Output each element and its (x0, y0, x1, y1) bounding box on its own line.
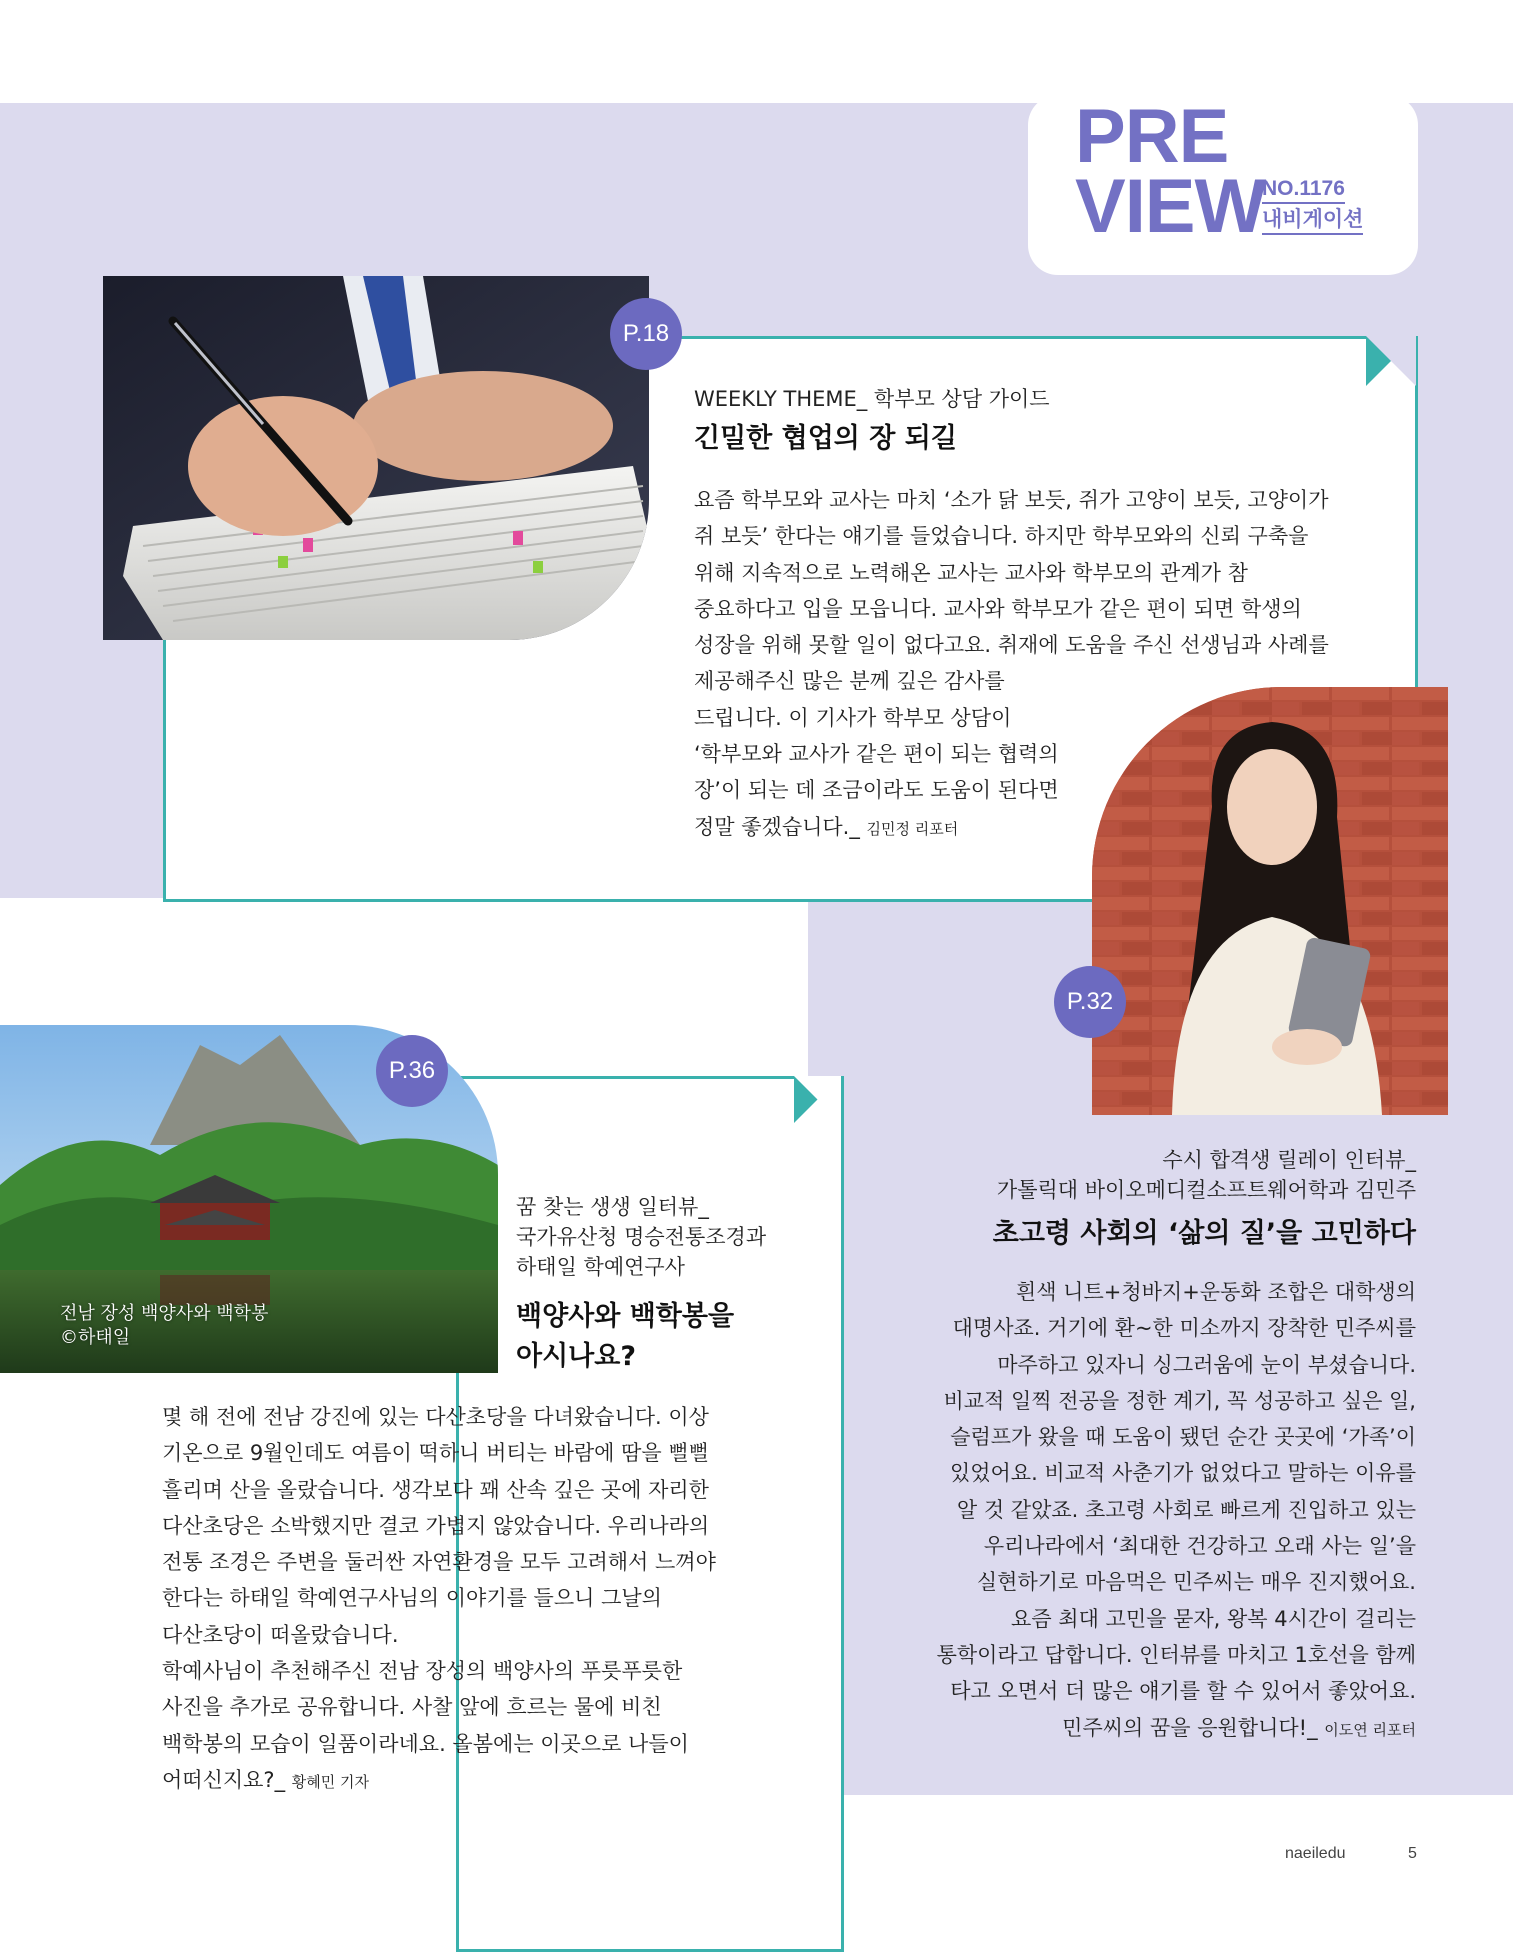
preview-title-pre: PRE (1075, 94, 1229, 179)
article3-line: 몇 해 전에 전남 강진에 있는 다산초당을 다녀왔습니다. 이상 (162, 1405, 709, 1429)
article1-line: 제공해주신 많은 분께 깊은 감사를 (694, 669, 1005, 694)
caption-line: 전남 장성 백양사와 백학봉 (60, 1303, 269, 1324)
article2-kicker (997, 1145, 1416, 1205)
article2-last-line (856, 1710, 1416, 1748)
paperwork-illustration (103, 276, 649, 640)
article3-line: 다산초당이 떠올랐습니다. (162, 1622, 399, 1647)
article3-line: 어떠신지요?_ (162, 1767, 286, 1792)
article3-kicker (516, 1192, 766, 1282)
frame-corner-cut (794, 1076, 841, 1123)
article1-line: ‘학부모와 교사가 같은 편이 되는 협력의 (694, 742, 1059, 767)
student-illustration (1092, 687, 1448, 1115)
issue-section: 내비게이션 (1262, 207, 1363, 235)
article3-kicker-line: 꿈 찾는 생생 일터뷰_ (516, 1195, 709, 1219)
frame-corner-cut (1366, 336, 1416, 386)
preview-title-view: VIEW (1075, 164, 1266, 249)
article1-title: 긴밀한 협업의 장 되길 (694, 423, 957, 454)
article2-title: 초고령 사회의 ‘삶의 질’을 고민하다 (992, 1218, 1416, 1249)
issue-number: NO.1176 (1262, 176, 1345, 204)
page-badge-p32: P.32 (1054, 966, 1126, 1038)
article1-line: 정말 좋겠습니다._ (694, 814, 860, 839)
page-badge-p18: P.18 (610, 298, 682, 370)
article2-kicker-line: 수시 합격생 릴레이 인터뷰_ (1162, 1148, 1416, 1172)
article1-byline: 김민정 리포터 (866, 819, 959, 838)
article3-title-line: 백양사와 백학봉을 (516, 1301, 735, 1332)
article2-byline: 이도연 리포터 (1324, 1720, 1416, 1739)
footer-site-name: naeiledu (1285, 1845, 1346, 1862)
article2-line: 흰색 니트+청바지+운동화 조합은 대학생의 (1015, 1280, 1416, 1304)
article3-title (516, 1297, 734, 1377)
article1-kicker: WEEKLY THEME_ 학부모 상담 가이드 (694, 387, 1050, 411)
article3-line: 사진을 추가로 공유합니다. 사찰 앞에 흐르는 물에 비친 (162, 1695, 662, 1720)
student-portrait-photo (1092, 687, 1448, 1115)
article2-body (856, 1274, 1416, 1748)
article3-byline: 황혜민 기자 (291, 1772, 369, 1791)
article2-line: 마주하고 있자니 싱그러움에 눈이 부셨습니다. (997, 1352, 1416, 1377)
page-badge-p36: P.36 (376, 1035, 448, 1107)
caption-credit: ©하태일 (60, 1327, 131, 1348)
article3-kicker-line: 하태일 학예연구사 (516, 1255, 685, 1279)
article2-kicker-line: 가톨릭대 바이오메디컬소프트웨어학과 김민주 (996, 1178, 1416, 1202)
article3-line: 전통 조경은 주변을 둘러싼 자연환경을 모두 고려해서 느껴야 (162, 1550, 716, 1575)
article3-body (162, 1399, 792, 1800)
article3-line: 흘리며 산을 올랐습니다. 생각보다 꽤 산속 깊은 곳에 자리한 (162, 1477, 709, 1502)
article2-line: 실현하기로 마음먹은 민주씨는 매우 진지했어요. (976, 1570, 1416, 1595)
article2-line: 대명사죠. 거기에 환~한 미소까지 장착한 민주씨를 (952, 1316, 1416, 1341)
article3-line: 학예사님이 추천해주신 전남 장성의 백양사의 푸릇푸릇한 (162, 1659, 683, 1684)
article1-line: 장’이 되는 데 조금이라도 도움이 된다면 (694, 778, 1059, 803)
article1-line: 요즘 학부모와 교사는 마치 ‘소가 닭 보듯, 쥐가 고양이 보듯, 고양이가 (694, 488, 1329, 512)
article1-line: 드립니다. 이 기사가 학부모 상담이 (694, 705, 1012, 730)
article3-title-line: 아시나요? (516, 1341, 636, 1372)
article3-line: 한다는 하태일 학예연구사님의 이야기를 들으니 그날의 (162, 1586, 662, 1611)
article3-line: 백학봉의 모습이 일품이라네요. 올봄에는 이곳으로 나들이 (162, 1731, 689, 1756)
article3-line: 다산초당은 소박했지만 결코 가볍지 않았습니다. 우리나라의 (162, 1513, 710, 1538)
article2-line: 요즘 최대 고민을 묻자, 왕복 4시간이 걸리는 (1011, 1606, 1416, 1631)
article2-line: 슬럼프가 왔을 때 도움이 됐던 순간 곳곳에 ‘가족’이 (950, 1425, 1416, 1450)
article1-line: 성장을 위해 못할 일이 없다고요. 취재에 도움을 주신 선생님과 사례를 (694, 633, 1329, 658)
article1-line: 중요하다고 입을 모읍니다. 교사와 학부모가 같은 편이 되면 학생의 (694, 596, 1302, 621)
article1-line: 쥐 보듯’ 한다는 얘기를 들었습니다. 하지만 학부모와의 신뢰 구축을 (694, 524, 1309, 549)
article3-last-line (162, 1762, 792, 1800)
temple-photo-caption (60, 1302, 268, 1350)
article2-line: 있었어요. 비교적 사춘기가 없었다고 말하는 이유를 (949, 1461, 1416, 1486)
article2-line: 알 것 같았죠. 초고령 사회로 빠르게 진입하고 있는 (956, 1497, 1416, 1522)
article3-kicker-line: 국가유산청 명승전통조경과 (516, 1225, 767, 1249)
article2-line: 우리나라에서 ‘최대한 건강하고 오래 사는 일’을 (983, 1534, 1416, 1559)
footer-page-number: 5 (1408, 1845, 1417, 1862)
article3-line: 기온으로 9월인데도 여름이 떡하니 버티는 바람에 땀을 뻘뻘 (162, 1441, 709, 1466)
article1-line: 위해 지속적으로 노력해온 교사는 교사와 학부모의 관계가 참 (694, 560, 1248, 585)
article2-line: 통학이라고 답합니다. 인터뷰를 마치고 1호선을 함께 (936, 1642, 1416, 1667)
article2-line: 타고 오면서 더 많은 얘기를 할 수 있어서 좋았어요. (950, 1679, 1416, 1704)
article2-line: 비교적 일찍 전공을 정한 계기, 꼭 성공하고 싶은 일, (943, 1388, 1416, 1413)
paperwork-photo (103, 276, 649, 640)
article2-line: 민주씨의 꿈을 응원합니다!_ (1062, 1715, 1318, 1740)
